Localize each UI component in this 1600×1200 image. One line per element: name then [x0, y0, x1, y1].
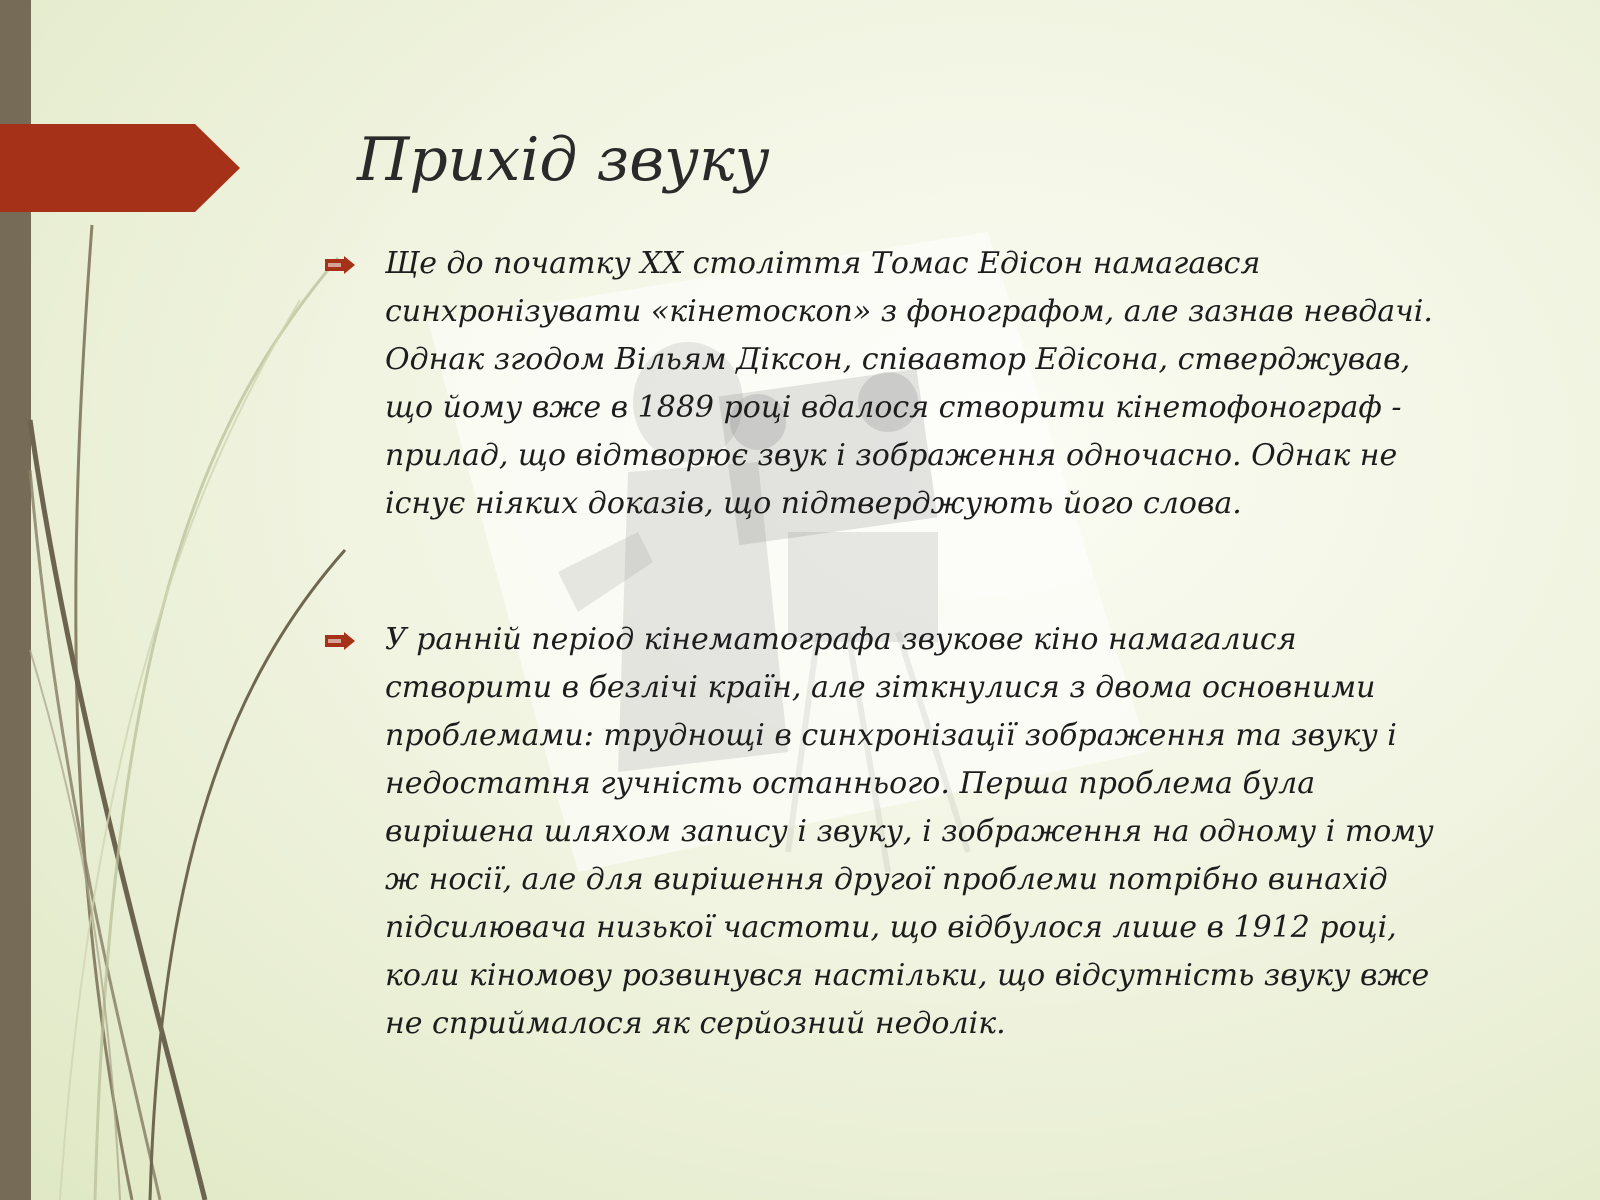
arrow-bullet-icon — [325, 632, 355, 650]
slide-title: Прихід звуку — [357, 125, 770, 195]
bullet-text: У ранній період кінематографа звукове кіно намагалися створити в безлічі країн, але зіткнулися з двома основними проблемами: труднощі в синхронізації зображення та звуку і недостатня гучність останнього. Перша проблема була вирішена шляхом запису і звуку, і зображення на одному і тому ж носії, але для вирішення другої проблеми потрібно винахід підсилювача низької частоти, що відбулося лише в 1912 році, коли кіномову розвинувся настільки, що відсутність звуку вже не сприймалося як серйозний недолік. — [385, 622, 1434, 1041]
bullet-text: Ще до початку XX століття Томас Едісон намагався синхронізувати «кінетоскоп» з фонографом, але зазнав невдачі. Однак згодом Вільям Діксон, співавтор Едісона, стверджував, що йому вже в 1889 році вдалося створити кінетофонограф - прилад, що відтворює звук і зображення одночасно. Однак не існує ніяких доказів, що підтверджують його слова. — [385, 246, 1433, 521]
title-ribbon — [0, 124, 240, 212]
bullet-item — [385, 616, 1455, 1048]
arrow-bullet-icon — [325, 256, 355, 274]
bullet-list — [385, 240, 1455, 1048]
bullet-item — [385, 240, 1455, 528]
